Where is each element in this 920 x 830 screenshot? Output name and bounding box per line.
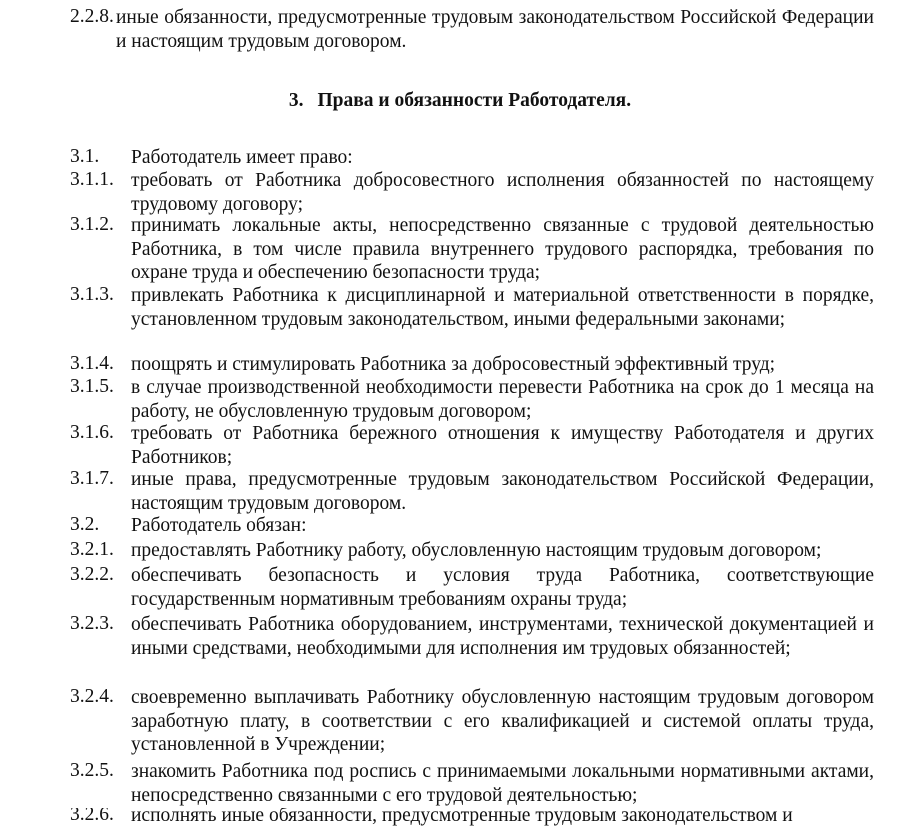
item-text: знакомить Работника под роспись с принимаемыми локальными нормативными актами, непосредственно связанными с его трудовой деятельностью; (131, 761, 874, 806)
item-text: своевременно выплачивать Работнику обусловленную настоящим трудовым договором заработную плату, в соответствии с его квалификацией и системой оплаты труда, установленной в Учреждении; (131, 687, 874, 755)
item-number: 3.2.1. (70, 539, 114, 560)
item-text: поощрять и стимулировать Работника за добросовестный эффективный труд; (131, 354, 776, 375)
item-number: 3.1.4. (70, 353, 114, 374)
item-number: 3.2.2. (70, 564, 114, 585)
item-text: привлекать Работника к дисциплинарной и материальной ответственности в порядке, установленном трудовым законодательством, иными федеральными законами; (131, 285, 874, 330)
item-text: обеспечивать Работника оборудованием, инструментами, технической документацией и иными средствами, необходимыми для исполнения им трудовых обязанностей; (131, 614, 874, 659)
item-number: 3.2.5. (70, 760, 114, 781)
item-number: 3.2.6. (70, 808, 114, 825)
item-number: 3.1.7. (70, 468, 114, 489)
item-text: Работодатель обязан: (131, 515, 307, 536)
item-text: иные права, предусмотренные трудовым законодательством Российской Федерации, настоящим трудовым договором. (131, 469, 874, 514)
item-text: Работодатель имеет право: (131, 147, 353, 168)
item-number: 2.2.8. (70, 6, 114, 27)
item-number: 3.1.6. (70, 422, 114, 443)
item-number: 3.2. (70, 514, 100, 535)
section-heading (0, 90, 920, 112)
section-title: Права и обязанности Работодателя. (317, 90, 632, 111)
item-text: требовать от Работника добросовестного исполнения обязанностей по настоящему трудовому договору; (131, 170, 874, 215)
item-number: 3.1.1. (70, 169, 114, 190)
item-number: 3.2.3. (70, 613, 114, 634)
item-text: требовать от Работника бережного отношения к имуществу Работодателя и других Работников; (131, 423, 874, 468)
item-number: 3.1.5. (70, 376, 114, 397)
item-text: предоставлять Работнику работу, обусловленную настоящим трудовым договором; (131, 540, 822, 561)
item-text: исполнять иные обязанности, предусмотренные трудовым законодательством и (131, 808, 793, 826)
item-text: в случае производственной необходимости перевести Работника на срок до 1 месяца на работу, не обусловленную трудовым договором; (131, 377, 874, 422)
item-text: принимать локальные акты, непосредственно связанные с трудовой деятельностью Работника, в том числе правила внутреннего трудового распорядка, требования по охране труда и обеспечению безопасности труда; (131, 215, 874, 283)
item-number: 3.1.2. (70, 214, 114, 235)
item-number: 3.1.3. (70, 284, 114, 305)
item-number: 3.1. (70, 146, 100, 167)
item-text: обеспечивать безопасность и условия труда Работника, соответствующие государственным нормативным требованиям охраны труда; (131, 565, 874, 610)
section-number: 3. (288, 90, 304, 111)
item-3-2-6-clipped (0, 808, 920, 830)
item-number: 3.2.4. (70, 686, 114, 707)
item-text: иные обязанности, предусмотренные трудовым законодательством Российской Федерации и настоящим трудовым договором. (116, 7, 874, 52)
